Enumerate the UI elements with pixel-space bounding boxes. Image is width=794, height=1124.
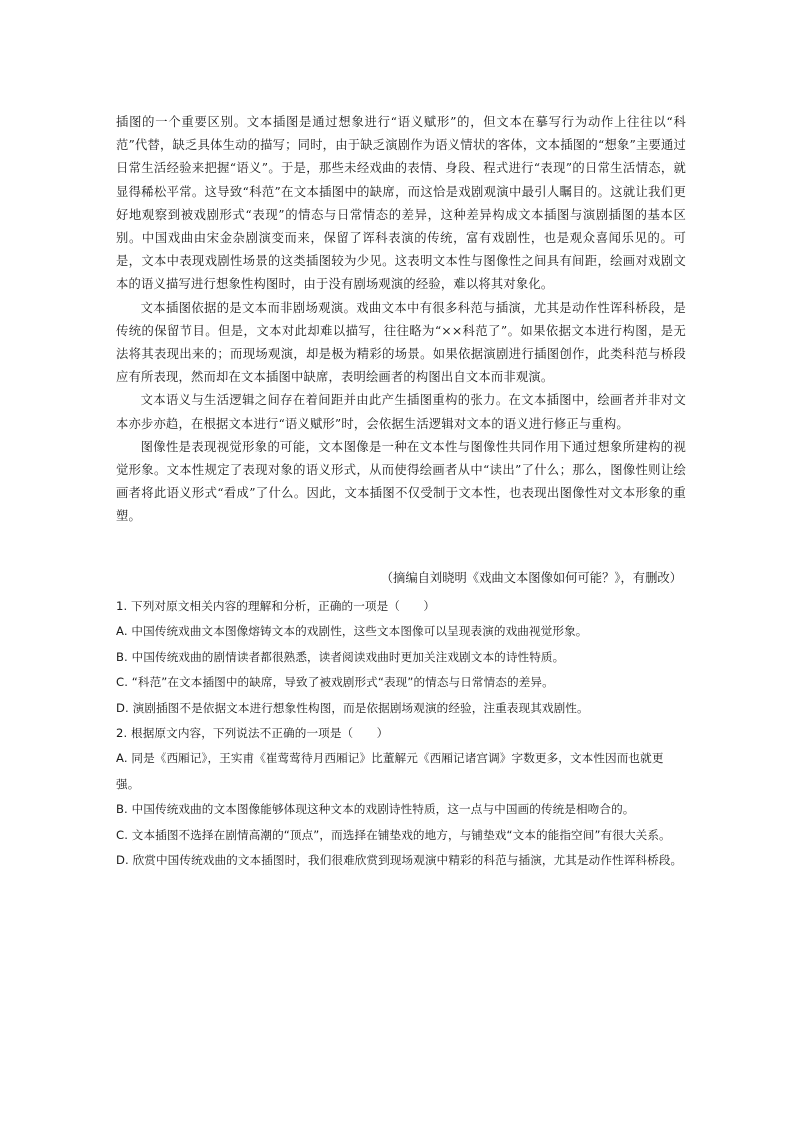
- option-d: D. 欣赏中国传统戏曲的文本插图时，我们很难欣赏到现场观演中精彩的科范与插演，尤其是动作性诨科桥段。: [116, 853, 683, 868]
- question-list: [116, 594, 686, 873]
- passage-paragraph: 文本语义与生活逻辑之间存在着间距并由此产生插图重构的张力。在文本插图中，绘画者并非对文本亦步亦趋，在根据文本进行“语义赋形”时，会依据生活逻辑对文本的语义进行修正与重构。: [116, 393, 686, 431]
- option-d: D. 演剧插图不是依据文本进行想象性构图，而是依据剧场观演的经验，注重表现其戏剧性。: [116, 700, 589, 715]
- question-stem: 1. 下列对原文相关内容的理解和分析，正确的一项是（ ）: [116, 599, 436, 613]
- passage-paragraph: 图像性是表现视觉形象的可能，文本图像是一种在文本性与图像性共同作用下通过想象所建构的视觉形象。文本性规定了表现对象的语义形式，从而使得绘画者从中“读出”了什么；那么，图像性则让绘画者将此语义形式“看成”了什么。因此，文本插图不仅受制于文本性，也表现出图像性对文本形象的重塑。: [116, 439, 686, 524]
- option-a: A. 同是《西厢记》，王实甫《崔莺莺待月西厢记》比董解元《西厢记诸宫调》字数更多，文本性因而也就更强。: [116, 751, 664, 791]
- option-a: A. 中国传统戏曲文本图像熔铸文本的戏剧性，这些文本图像可以呈现表演的戏曲视觉形象。: [116, 624, 588, 639]
- passage-paragraph: 文本插图依据的是文本而非剧场观演。戏曲文本中有很多科范与插演，尤其是动作性诨科桥段，是传统的保留节目。但是，文本对此却难以描写，往往略为“××科范了”。如果依据文本进行构图，是无法将其表现出来的；而现场观演，却是极为精彩的场景。如果依据演剧进行插图创作，此类科范与桥段应有所表现，然而却在文本插图中缺席，表明绘画者的构图出自文本而非观演。: [116, 300, 686, 385]
- passage-paragraph: 插图的一个重要区别。文本插图是通过想象进行“语义赋形”的，但文本在摹写行为动作上往往以“科范”代替，缺乏具体生动的描写；同时，由于缺乏演剧作为语义情状的客体，文本插图的“想象”主要通过日常生活经验来把握“语义”。于是，那些未经戏曲的表情、身段、程式进行“表现”的日常生活情态，就显得稀松平常。这导致“科范”在文本插图中的缺席，而这恰是戏剧观演中最引人瞩目的。这就让我们更好地观察到被戏剧形式“表现”的情态与日常情态的差异，这种差异构成文本插图与演剧插图的基本区别。中国戏曲由宋金杂剧演变而来，保留了诨科表演的传统，富有戏剧性，也是观众喜闻乐见的。可是，文本中表现戏剧性场景的这类插图较为少见。这表明文本性与图像性之间具有间距，绘画对戏剧文本的语义描写进行想象性构图时，由于没有剧场观演的经验，难以将其对象化。: [116, 115, 686, 292]
- option-b: B. 中国传统戏曲的剧情读者都很熟悉，读者阅读戏曲时更加关注戏剧文本的诗性特质。: [116, 649, 565, 664]
- option-b: B. 中国传统戏曲的文本图像能够体现这种文本的戏剧诗性特质，这一点与中国画的传统是相吻合的。: [116, 802, 635, 817]
- question-1: [116, 594, 686, 721]
- option-c: C. 文本插图不选择在剧情高潮的“顶点”，而选择在铺垫戏的地方，与铺垫戏“文本的能指空间”有很大关系。: [116, 827, 671, 842]
- question-stem: 2. 根据原文内容，下列说法不正确的一项是（ ）: [116, 726, 389, 741]
- passage-body: [116, 111, 686, 529]
- option-c: C. “科范”在文本插图中的缺席，导致了被戏剧形式“表现”的情态与日常情态的差异。: [116, 675, 554, 690]
- question-2: [116, 721, 686, 873]
- passage-source: （摘编自刘晓明《戏曲文本图像如何可能？》，有删改）: [380, 571, 682, 585]
